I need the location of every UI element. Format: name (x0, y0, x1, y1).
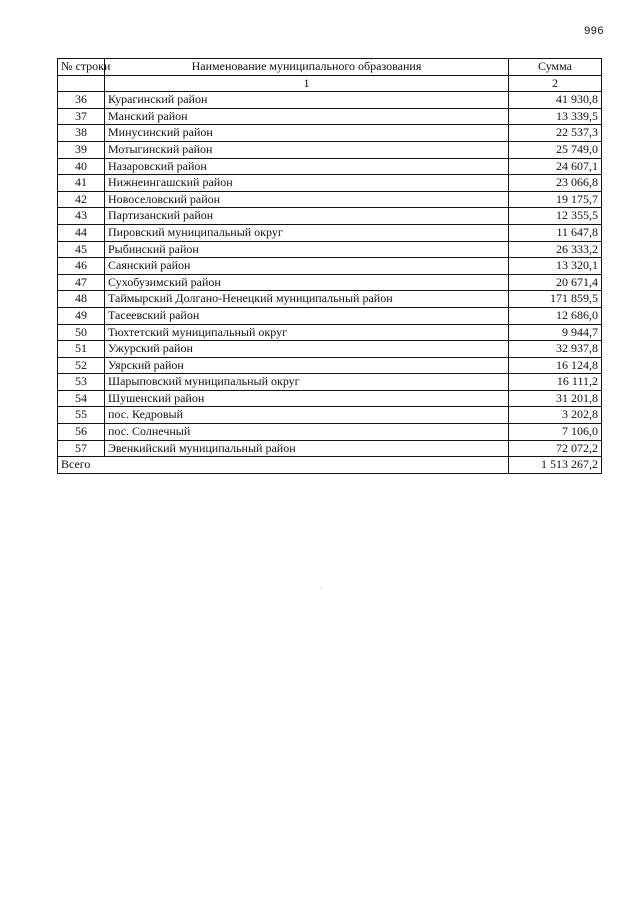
row-number-cell: 53 (58, 374, 105, 391)
sum-cell: 72 072,2 (509, 440, 602, 457)
municipality-name-cell: Уярский район (105, 357, 509, 374)
municipality-name-cell: Партизанский район (105, 208, 509, 225)
table-row (58, 175, 602, 192)
table-row (58, 341, 602, 358)
municipality-name-cell: Таймырский Долгано-Ненецкий муниципальный район (105, 291, 509, 308)
row-number-cell: 42 (58, 191, 105, 208)
table-row (58, 440, 602, 457)
table-row (58, 125, 602, 142)
table-row (58, 224, 602, 241)
municipality-name-cell: пос. Кедровый (105, 407, 509, 424)
table-row (58, 291, 602, 308)
municipality-name-cell: Эвенкийский муниципальный район (105, 440, 509, 457)
row-number-cell: 44 (58, 224, 105, 241)
table-row (58, 108, 602, 125)
sum-cell: 16 111,2 (509, 374, 602, 391)
table-row (58, 324, 602, 341)
row-number-cell: 38 (58, 125, 105, 142)
sum-cell: 41 930,8 (509, 92, 602, 109)
column-index-row (58, 75, 602, 92)
row-number-cell: 55 (58, 407, 105, 424)
table-body (58, 92, 602, 457)
row-number-cell: 39 (58, 141, 105, 158)
sum-cell: 32 937,8 (509, 341, 602, 358)
sum-cell: 24 607,1 (509, 158, 602, 175)
sum-cell: 20 671,4 (509, 274, 602, 291)
header-row-number: № строки (58, 59, 105, 76)
table-row (58, 357, 602, 374)
municipality-name-cell: Манский район (105, 108, 509, 125)
municipality-name-cell: Шарыповский муниципальный округ (105, 374, 509, 391)
table-row (58, 274, 602, 291)
scan-speck (321, 588, 322, 589)
table-row (58, 407, 602, 424)
municipality-name-cell: Шушенский район (105, 390, 509, 407)
sum-cell: 25 749,0 (509, 141, 602, 158)
header-municipality-name: Наименование муниципального образования (105, 59, 509, 76)
table-row (58, 424, 602, 441)
sum-cell: 3 202,8 (509, 407, 602, 424)
sum-cell: 12 355,5 (509, 208, 602, 225)
row-number-cell: 45 (58, 241, 105, 258)
total-row (58, 457, 602, 474)
row-number-cell: 49 (58, 307, 105, 324)
municipality-name-cell: Новоселовский район (105, 191, 509, 208)
municipality-name-cell: Ужурский район (105, 341, 509, 358)
municipality-name-cell: Мотыгинский район (105, 141, 509, 158)
municipality-name-cell: пос. Солнечный (105, 424, 509, 441)
table-row (58, 208, 602, 225)
municipality-name-cell: Саянский район (105, 258, 509, 275)
sum-cell: 22 537,3 (509, 125, 602, 142)
column-index-number (58, 75, 105, 92)
sum-cell: 7 106,0 (509, 424, 602, 441)
municipality-name-cell: Пировский муниципальный округ (105, 224, 509, 241)
row-number-cell: 57 (58, 440, 105, 457)
municipality-name-cell: Тасеевский район (105, 307, 509, 324)
sum-cell: 23 066,8 (509, 175, 602, 192)
total-sum: 1 513 267,2 (509, 457, 602, 474)
row-number-cell: 50 (58, 324, 105, 341)
table-row (58, 158, 602, 175)
sum-cell: 12 686,0 (509, 307, 602, 324)
table-row (58, 258, 602, 275)
municipality-name-cell: Рыбинский район (105, 241, 509, 258)
total-label: Всего (58, 457, 509, 474)
table-row (58, 307, 602, 324)
municipality-name-cell: Нижнеингашский район (105, 175, 509, 192)
table-row (58, 390, 602, 407)
sum-cell: 13 339,5 (509, 108, 602, 125)
row-number-cell: 51 (58, 341, 105, 358)
sum-cell: 11 647,8 (509, 224, 602, 241)
table-row (58, 241, 602, 258)
table-row (58, 191, 602, 208)
allocation-table (57, 58, 602, 474)
sum-cell: 26 333,2 (509, 241, 602, 258)
page-number: 996 (584, 25, 604, 37)
row-number-cell: 46 (58, 258, 105, 275)
row-number-cell: 54 (58, 390, 105, 407)
sum-cell: 171 859,5 (509, 291, 602, 308)
table-row (58, 92, 602, 109)
column-index-name: 1 (105, 75, 509, 92)
row-number-cell: 43 (58, 208, 105, 225)
row-number-cell: 47 (58, 274, 105, 291)
sum-cell: 19 175,7 (509, 191, 602, 208)
table-row (58, 374, 602, 391)
table-header-row (58, 59, 602, 76)
header-sum: Сумма (509, 59, 602, 76)
row-number-cell: 52 (58, 357, 105, 374)
column-index-sum: 2 (509, 75, 602, 92)
row-number-cell: 48 (58, 291, 105, 308)
municipality-name-cell: Минусинский район (105, 125, 509, 142)
row-number-cell: 37 (58, 108, 105, 125)
table-row (58, 141, 602, 158)
municipality-name-cell: Курагинский район (105, 92, 509, 109)
row-number-cell: 41 (58, 175, 105, 192)
row-number-cell: 40 (58, 158, 105, 175)
sum-cell: 9 944,7 (509, 324, 602, 341)
sum-cell: 13 320,1 (509, 258, 602, 275)
sum-cell: 16 124,8 (509, 357, 602, 374)
sum-cell: 31 201,8 (509, 390, 602, 407)
municipality-name-cell: Тюхтетский муниципальный округ (105, 324, 509, 341)
municipality-name-cell: Назаровский район (105, 158, 509, 175)
row-number-cell: 56 (58, 424, 105, 441)
municipality-name-cell: Сухобузимский район (105, 274, 509, 291)
row-number-cell: 36 (58, 92, 105, 109)
